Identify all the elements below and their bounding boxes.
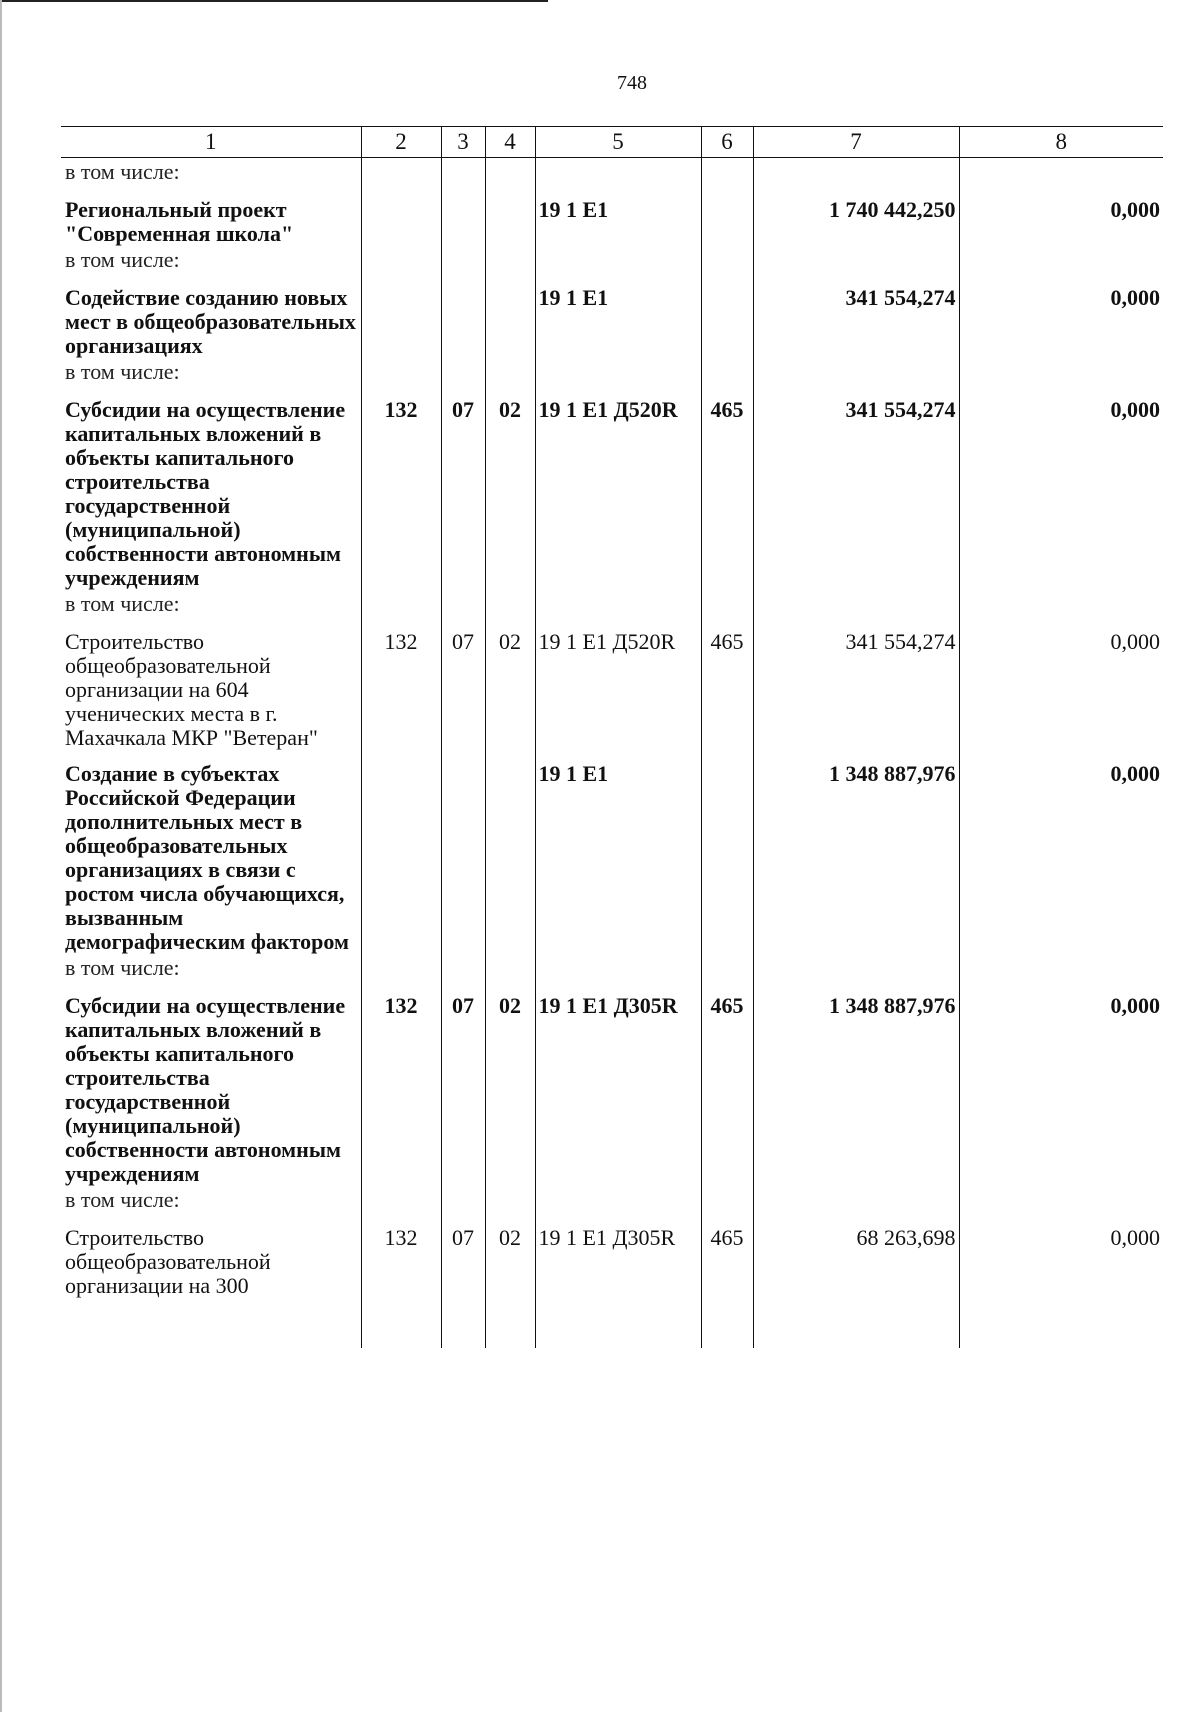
code-target-article: 19 1 E1 Д305R	[535, 1226, 701, 1348]
empty-cell	[753, 590, 959, 630]
empty-cell	[959, 1186, 1163, 1226]
code-expense-type	[701, 286, 753, 358]
code-target-article: 19 1 E1	[535, 762, 701, 954]
amount-next: 0,000	[959, 994, 1163, 1186]
empty-cell	[701, 246, 753, 286]
code-expense-type	[701, 198, 753, 246]
empty-cell	[441, 158, 485, 199]
empty-cell	[485, 1186, 535, 1226]
table-row	[61, 762, 1163, 954]
empty-cell	[535, 590, 701, 630]
empty-cell	[485, 246, 535, 286]
row-name: Субсидии на осуществление капитальных вложений в объекты капитального строительства государственной (муниципальной) собственности автономным учреждениям	[65, 993, 346, 1186]
column-header-5: 5	[535, 127, 701, 158]
empty-cell	[535, 1186, 701, 1226]
code-subsection	[485, 198, 535, 246]
column-header-3: 3	[441, 127, 485, 158]
code-ministry: 132	[361, 630, 441, 762]
empty-cell	[361, 1186, 441, 1226]
empty-cell	[441, 590, 485, 630]
empty-cell	[753, 358, 959, 398]
row-label: в том числе:	[65, 247, 180, 272]
empty-cell	[959, 246, 1163, 286]
empty-cell	[485, 358, 535, 398]
code-section: 07	[441, 630, 485, 762]
table-row	[61, 398, 1163, 590]
empty-cell	[361, 590, 441, 630]
code-target-article: 19 1 E1 Д520R	[535, 630, 701, 762]
amount-next: 0,000	[959, 198, 1163, 246]
table-row	[61, 630, 1163, 762]
empty-cell	[535, 358, 701, 398]
code-target-article: 19 1 E1 Д305R	[535, 994, 701, 1186]
empty-cell	[701, 158, 753, 199]
table-row	[61, 1226, 1163, 1348]
row-name: Строительство общеобразовательной организации на 300	[65, 1225, 271, 1298]
code-subsection: 02	[485, 630, 535, 762]
row-name: Содействие созданию новых мест в общеобразовательных организациях	[65, 285, 356, 358]
row-name: Региональный проект "Современная школа"	[65, 197, 294, 246]
table-row	[61, 994, 1163, 1186]
code-target-article: 19 1 E1	[535, 286, 701, 358]
column-header-8: 8	[959, 127, 1163, 158]
amount-current: 68 263,698	[753, 1226, 959, 1348]
code-ministry	[361, 198, 441, 246]
budget-table	[61, 126, 1163, 1348]
table-row	[61, 286, 1163, 358]
amount-current: 341 554,274	[753, 398, 959, 590]
empty-cell	[753, 246, 959, 286]
amount-next: 0,000	[959, 630, 1163, 762]
amount-next: 0,000	[959, 286, 1163, 358]
row-name: Строительство общеобразовательной организации на 604 ученических места в г. Махачкала МКР "Ветеран"	[65, 629, 318, 750]
empty-cell	[441, 246, 485, 286]
row-label: в том числе:	[65, 1187, 180, 1212]
amount-current: 1 740 442,250	[753, 198, 959, 246]
code-expense-type: 465	[701, 398, 753, 590]
row-label: в том числе:	[65, 159, 180, 184]
code-target-article: 19 1 E1	[535, 198, 701, 246]
row-name: Создание в субъектах Российской Федерации дополнительных мест в общеобразовательных организациях в связи с ростом числа обучающихся, вызванным демографическим фактором	[65, 761, 349, 954]
amount-next: 0,000	[959, 762, 1163, 954]
code-ministry: 132	[361, 1226, 441, 1348]
empty-cell	[959, 590, 1163, 630]
code-subsection	[485, 762, 535, 954]
column-header-7: 7	[753, 127, 959, 158]
code-section: 07	[441, 398, 485, 590]
empty-cell	[361, 954, 441, 994]
code-ministry	[361, 762, 441, 954]
code-ministry: 132	[361, 398, 441, 590]
empty-cell	[753, 954, 959, 994]
amount-current: 1 348 887,976	[753, 994, 959, 1186]
code-section: 07	[441, 1226, 485, 1348]
code-subsection	[485, 286, 535, 358]
column-header-2: 2	[361, 127, 441, 158]
column-header-4: 4	[485, 127, 535, 158]
empty-cell	[701, 358, 753, 398]
scan-top-rule	[0, 0, 548, 2]
empty-cell	[361, 358, 441, 398]
code-section	[441, 198, 485, 246]
table-row	[61, 198, 1163, 246]
code-expense-type: 465	[701, 1226, 753, 1348]
empty-cell	[485, 954, 535, 994]
code-subsection: 02	[485, 1226, 535, 1348]
subheading-row	[61, 590, 1163, 630]
empty-cell	[361, 246, 441, 286]
subheading-row	[61, 358, 1163, 398]
empty-cell	[959, 158, 1163, 199]
empty-cell	[361, 158, 441, 199]
code-ministry	[361, 286, 441, 358]
empty-cell	[959, 358, 1163, 398]
empty-cell	[485, 158, 535, 199]
code-expense-type: 465	[701, 994, 753, 1186]
column-header-6: 6	[701, 127, 753, 158]
code-ministry: 132	[361, 994, 441, 1186]
empty-cell	[753, 158, 959, 199]
empty-cell	[701, 590, 753, 630]
empty-cell	[701, 954, 753, 994]
page-number: 748	[617, 72, 647, 94]
empty-cell	[441, 954, 485, 994]
subheading-row	[61, 1186, 1163, 1226]
subheading-row	[61, 246, 1163, 286]
code-section	[441, 762, 485, 954]
empty-cell	[701, 1186, 753, 1226]
column-header-1: 1	[61, 127, 361, 158]
row-label: в том числе:	[65, 359, 180, 384]
empty-cell	[441, 1186, 485, 1226]
scan-left-edge	[0, 0, 2, 1712]
empty-cell	[535, 158, 701, 199]
code-subsection: 02	[485, 994, 535, 1186]
row-label: в том числе:	[65, 955, 180, 980]
subheading-row	[61, 954, 1163, 994]
empty-cell	[535, 954, 701, 994]
amount-current: 1 348 887,976	[753, 762, 959, 954]
code-section	[441, 286, 485, 358]
empty-cell	[441, 358, 485, 398]
table-body	[61, 158, 1163, 1349]
code-subsection: 02	[485, 398, 535, 590]
row-name: Субсидии на осуществление капитальных вложений в объекты капитального строительства государственной (муниципальной) собственности автономным учреждениям	[65, 397, 346, 590]
header-row	[61, 127, 1163, 158]
empty-cell	[753, 1186, 959, 1226]
empty-cell	[535, 246, 701, 286]
amount-next: 0,000	[959, 1226, 1163, 1348]
subheading-row	[61, 158, 1163, 199]
row-label: в том числе:	[65, 591, 180, 616]
empty-cell	[959, 954, 1163, 994]
code-expense-type	[701, 762, 753, 954]
amount-current: 341 554,274	[753, 286, 959, 358]
amount-next: 0,000	[959, 398, 1163, 590]
empty-cell	[485, 590, 535, 630]
amount-current: 341 554,274	[753, 630, 959, 762]
code-expense-type: 465	[701, 630, 753, 762]
code-target-article: 19 1 E1 Д520R	[535, 398, 701, 590]
code-section: 07	[441, 994, 485, 1186]
